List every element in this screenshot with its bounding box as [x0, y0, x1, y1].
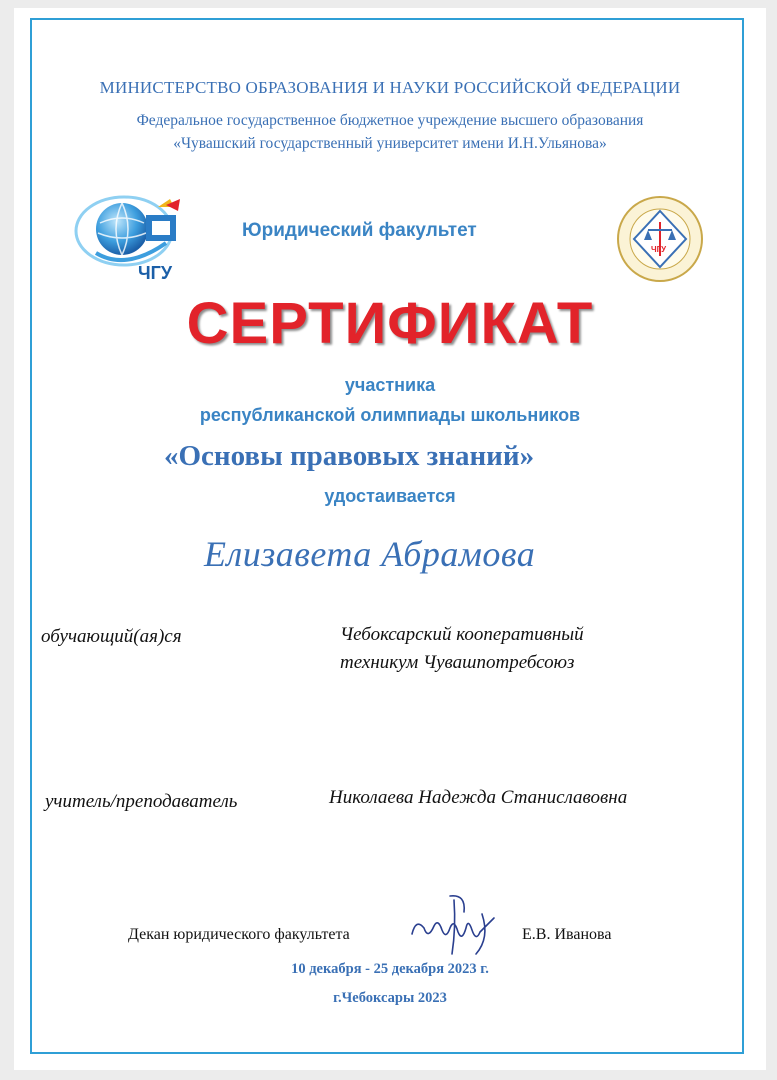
- dean-name: Е.В. Иванова: [522, 926, 612, 943]
- ministry-heading: МИНИСТЕРСТВО ОБРАЗОВАНИЯ И НАУКИ РОССИЙСКОЙ ФЕДЕРАЦИИ: [99, 78, 681, 97]
- olympiad-type: республиканской олимпиады школьников: [199, 405, 581, 425]
- university-logo-icon: [66, 193, 196, 283]
- participant-label: участника: [344, 375, 436, 395]
- faculty-emblem-icon: [614, 194, 706, 284]
- olympiad-dates: 10 декабря - 25 декабря 2023 г.: [291, 961, 489, 977]
- teacher-name: Николаева Надежда Станиславовна: [329, 787, 628, 808]
- city-year: г.Чебоксары 2023: [333, 990, 447, 1006]
- student-label: обучающий(ая)ся: [41, 626, 182, 647]
- federal-institution-line: Федеральное государственное бюджетное учреждение высшего образования: [136, 112, 644, 129]
- faculty-name: Юридический факультет: [242, 220, 477, 241]
- dean-title: Декан юридического факультета: [128, 926, 350, 943]
- svg-text:ЧГУ: ЧГУ: [651, 245, 667, 254]
- school-name-line1: Чебоксарский кооперативный: [340, 624, 584, 645]
- school-name-line2: техникум Чувашпотребсоюз: [340, 652, 575, 673]
- olympiad-name: «Основы правовых знаний»: [164, 440, 535, 472]
- signature-icon: [406, 888, 516, 958]
- awarded-label: удостаивается: [324, 486, 456, 506]
- university-name: «Чувашский государственный университет имени И.Н.Ульянова»: [173, 135, 607, 152]
- certificate-page: [14, 8, 766, 1070]
- recipient-name: Елизавета Абрамова: [204, 534, 536, 574]
- teacher-label: учитель/преподаватель: [45, 791, 238, 812]
- svg-text:ЧГУ: ЧГУ: [138, 263, 173, 283]
- certificate-title: СЕРТИФИКАТ: [186, 291, 594, 356]
